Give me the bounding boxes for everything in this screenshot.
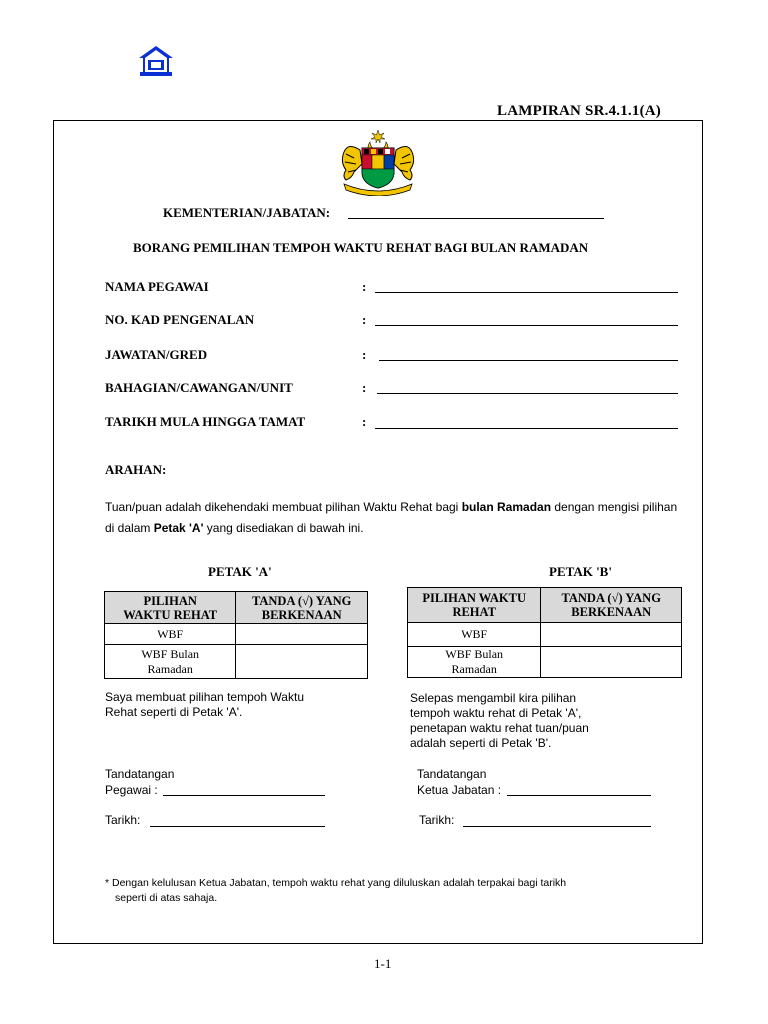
petak-a-option-wbf: WBF — [105, 624, 236, 645]
field-colon: : — [362, 312, 367, 327]
form-title: BORANG PEMILIHAN TEMPOH WAKTU REHAT BAGI BULAN RAMADAN — [133, 240, 589, 255]
home-icon[interactable] — [136, 44, 176, 78]
field-label-jawatan-gred: JAWATAN/GRED — [105, 347, 208, 362]
field-label-no-kad-pengenalan: NO. KAD PENGENALAN — [105, 312, 255, 327]
field-input-nama-pegawai[interactable] — [375, 292, 678, 293]
petak-a-title: PETAK 'A' — [208, 564, 272, 579]
petak-a-col-pilihan: PILIHAN WAKTU REHAT — [105, 592, 236, 624]
ministry-label: KEMENTERIAN/JABATAN: — [163, 205, 331, 220]
officer-date-line[interactable] — [150, 826, 325, 827]
instructions-heading: ARAHAN: — [105, 462, 167, 477]
field-label-nama-pegawai: NAMA PEGAWAI — [105, 279, 209, 294]
petak-b-option-wbf: WBF — [408, 623, 541, 647]
petak-b-option-wbf-ramadan: WBF Bulan Ramadan — [408, 647, 541, 678]
field-label-tarikh-mula: TARIKH MULA HINGGA TAMAT — [105, 414, 306, 429]
petak-a-option-wbf-ramadan: WBF Bulan Ramadan — [105, 645, 236, 679]
petak-a-col-tanda: TANDA (√) YANG BERKENAAN — [236, 592, 368, 624]
petak-b-col-tanda: TANDA (√) YANG BERKENAAN — [541, 588, 682, 623]
field-colon: : — [362, 279, 367, 294]
petak-b-table — [407, 587, 682, 678]
field-colon: : — [362, 414, 367, 429]
field-input-bahagian[interactable] — [377, 393, 678, 394]
appendix-reference: LAMPIRAN SR.4.1.1(A) — [497, 103, 661, 119]
petak-b-checkbox-wbf[interactable] — [541, 623, 682, 647]
field-colon: : — [362, 347, 367, 362]
head-signature-line[interactable] — [507, 795, 651, 796]
officer-date-label: Tarikh: — [105, 813, 141, 827]
officer-signature-label: Tandatangan Pegawai : — [105, 767, 175, 797]
petak-a-checkbox-wbf[interactable] — [236, 624, 368, 645]
petak-b-checkbox-wbf-ramadan[interactable] — [541, 647, 682, 678]
footnote: * Dengan kelulusan Ketua Jabatan, tempoh waktu rehat yang diluluskan adalah terpakai bagi tarikh seperti di atas sahaja. — [105, 877, 567, 904]
petak-b-statement: Selepas mengambil kira pilihan tempoh waktu rehat di Petak 'A', penetapan waktu rehat tuan/puan adalah seperti di Petak 'B'. — [410, 691, 589, 750]
head-date-line[interactable] — [463, 826, 651, 827]
petak-a-checkbox-wbf-ramadan[interactable] — [236, 645, 368, 679]
coat-of-arms-icon — [330, 128, 426, 196]
head-date-label: Tarikh: — [419, 813, 455, 827]
petak-a-table — [104, 591, 368, 679]
field-input-jawatan-gred[interactable] — [379, 360, 678, 361]
petak-b-title: PETAK 'B' — [549, 564, 612, 579]
page-number: 1-1 — [374, 956, 392, 971]
field-colon: : — [362, 380, 367, 395]
head-signature-label: Tandatangan Ketua Jabatan : — [417, 767, 502, 797]
petak-b-col-pilihan: PILIHAN WAKTU REHAT — [408, 588, 541, 623]
officer-signature-line[interactable] — [163, 795, 325, 796]
field-input-no-kad-pengenalan[interactable] — [375, 325, 678, 326]
field-input-tarikh-mula[interactable] — [375, 428, 678, 429]
petak-a-statement: Saya membuat pilihan tempoh Waktu Rehat seperti di Petak 'A'. — [105, 690, 304, 719]
field-label-bahagian: BAHAGIAN/CAWANGAN/UNIT — [105, 380, 293, 395]
ministry-input-line[interactable] — [348, 218, 604, 219]
instructions-text: Tuan/puan adalah dikehendaki membuat pilihan Waktu Rehat bagi bulan Ramadan dengan mengisi pilihan di dalam Petak 'A' yang disediakan di bawah ini. — [105, 500, 678, 535]
